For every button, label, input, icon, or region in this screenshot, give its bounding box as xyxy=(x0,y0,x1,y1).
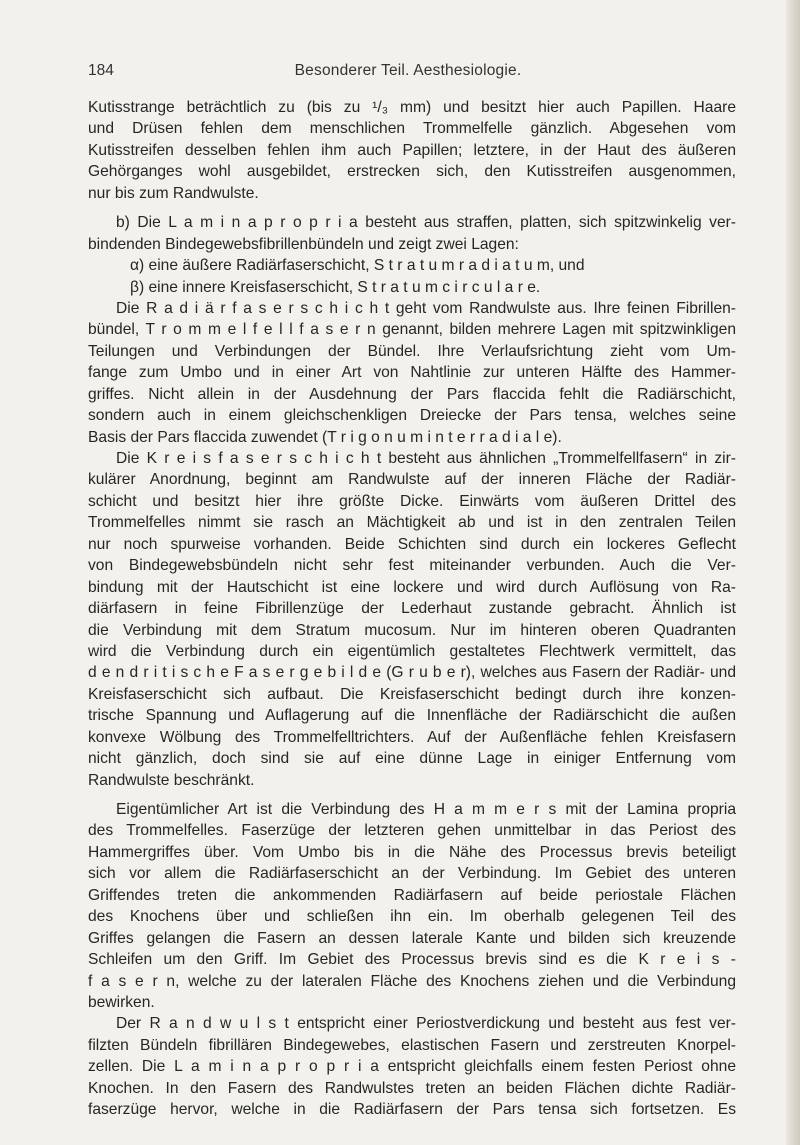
text-line: Gehörganges wohl ausgebildet, erstrecken sich, den Kutisstreifen ausgenommen, xyxy=(88,163,736,181)
text-line: von Bindegewebsbündeln nicht sehr fest miteinander verbunden. Auch die Ver- xyxy=(88,557,736,575)
text-line: Schleifen um den Griff. Im Gebiet des Processus brevis sind es die K r e i s - xyxy=(88,951,736,969)
text-line: Die K r e i s f a s e r s c h i c h t besteht aus ähnlichen „Trommelfellfasern“ in zir- xyxy=(116,450,736,467)
text-line: kulärer Anordnung, beginnt am Randwulste auf der inneren Fläche der Radiär- xyxy=(88,471,736,489)
text-line: Trommelfelles nimmt sie rasch an Mächtigkeit ab und ist in den zentralen Teilen xyxy=(88,514,736,532)
text-line: bindung mit der Hautschicht ist eine lockere und wird durch Auflösung von Ra- xyxy=(88,578,736,596)
text-line: des Trommelfelles. Faserzüge der letzteren gehen unmittelbar in das Periost des xyxy=(88,822,736,840)
list-item: α) eine äußere Radiärfaserschicht, S t r a t u m r a d i a t u m, und xyxy=(130,257,585,275)
text-line: Knochen. In den Fasern des Randwulstes treten an beiden Flächen dichte Radiär- xyxy=(88,1079,736,1097)
text-line: bündel, T r o m m e l f e l l f a s e r n genannt, bilden mehrere Lagen mit spitzwinkligen xyxy=(88,321,736,339)
text-line: Griffes gelangen die Fasern an dessen laterale Kante und bilden sich kreuzende xyxy=(88,929,736,947)
text-line: Eigentümlicher Art ist die Verbindung des H a m m e r s mit der Lamina propria xyxy=(116,801,736,818)
text-line: nicht gänzlich, doch sind sie auf eine dünne Lage in einiger Entfernung vom xyxy=(88,750,736,768)
running-head: Besonderer Teil. Aesthesiologie. xyxy=(294,62,522,79)
text-line: trische Spannung und Auflagerung auf die Innenfläche der Radiärschicht die außen xyxy=(88,707,736,725)
scan-edge-shadow xyxy=(786,0,800,1145)
text-line: wird die Verbindung durch ein eigentümlich gestaltetes Flechtwerk vermittelt, das xyxy=(88,642,736,660)
page-number: 184 xyxy=(88,62,114,79)
text-line: b) Die L a m i n a p r o p r i a besteht aus straffen, platten, sich spitzwinkelig ver- xyxy=(116,214,736,232)
text-line: fange zum Umbo und in einer Art von Nahtlinie zur unteren Hälfte des Hammer- xyxy=(88,364,736,382)
text-line: Kreisfaserschicht sich aufbaut. Die Kreisfaserschicht bedingt durch ihre konzen- xyxy=(88,685,736,703)
text-line: Kutisstrange beträchtlich zu (bis zu ¹/₃ mm) und besitzt hier auch Papillen. Haare xyxy=(88,99,736,116)
text-line: des Knochens über und schließen ihn ein. Im oberhalb gelegenen Teil des xyxy=(88,908,736,926)
text-line: griffes. Nicht allein in der Ausdehnung der Pars flaccida fehlt die Radiärschicht, xyxy=(88,385,736,403)
text-line: nur noch spurweise vorhanden. Beide Schichten sind durch ein lockeres Geflecht xyxy=(88,535,736,553)
paragraph-gap xyxy=(88,791,736,799)
text-line: Hammergriffes über. Vom Umbo bis in die Nähe des Processus brevis beteiligt xyxy=(88,843,736,861)
text-line: sich vor allem die Radiärfaserschicht an der Verbindung. Im Gebiet des unteren xyxy=(88,865,736,883)
text-line: diärfasern in feine Fibrillenzüge der Lederhaut zustande gebracht. Ähnlich ist xyxy=(88,600,736,618)
text-line: konvexe Wölbung des Trommelfelltrichters. Auf der Außenfläche fehlen Kreisfasern xyxy=(88,728,736,746)
text-line: und Drüsen fehlen dem menschlichen Trommelfelle gänzlich. Abgesehen vom xyxy=(88,120,736,138)
page-header xyxy=(88,62,728,86)
text-line: Griffendes treten die ankommenden Radiärfasern auf beide periostale Flächen xyxy=(88,886,736,904)
text-line: schicht und besitzt hier ihre größte Dicke. Einwärts vom äußeren Drittel des xyxy=(88,492,736,510)
text-line: d e n d r i t i s c h e F a s e r g e b i l d e (G r u b e r), welches aus Fasern der Radiär- und xyxy=(88,664,736,682)
text-line: filzten Bündeln fibrillären Bindegewebes, elastischen Fasern und zerstreuten Knorpel- xyxy=(88,1036,736,1054)
paragraph-gap xyxy=(88,204,736,212)
text-line: Basis der Pars flaccida zuwendet (T r i g o n u m i n t e r r a d i a l e). xyxy=(88,428,562,446)
text-line: Kutisstreifen desselben fehlen ihm auch Papillen; letztere, in der Haut des äußeren xyxy=(88,141,736,159)
text-line: nur bis zum Randwulste. xyxy=(88,184,259,202)
text-line: die Verbindung mit dem Stratum mucosum. Nur im hinteren oberen Quadranten xyxy=(88,621,736,639)
text-line: sondern auch in einem gleichschenkligen Dreiecke der Pars tensa, welches seine xyxy=(88,407,736,425)
text-line: bewirken. xyxy=(88,993,155,1011)
text-line: Der R a n d w u l s t entspricht einer Periostverdickung und besteht aus fest ver- xyxy=(116,1015,736,1033)
text-line: faserzüge hervor, welche in die Radiärfasern der Pars tensa sich fortsetzen. Es xyxy=(88,1101,736,1119)
body-text xyxy=(88,97,736,1121)
text-line: Die R a d i ä r f a s e r s c h i c h t geht vom Randwulste aus. Ihre feinen Fibrillen- xyxy=(116,299,736,317)
text-line: Randwulste beschränkt. xyxy=(88,771,255,789)
text-line: f a s e r n, welche zu der lateralen Fläche des Knochens ziehen und die Verbindung xyxy=(88,972,736,990)
list-item: β) eine innere Kreisfaserschicht, S t r a t u m c i r c u l a r e. xyxy=(130,278,541,296)
text-line: bindenden Bindegewebsfibrillenbündeln und zeigt zwei Lagen: xyxy=(88,235,519,253)
text-line: zellen. Die L a m i n a p r o p r i a entspricht gleichfalls einem festen Periost ohne xyxy=(88,1058,736,1076)
text-line: Teilungen und Verbindungen der Bündel. Ihre Verlaufsrichtung zieht vom Um- xyxy=(88,342,736,360)
